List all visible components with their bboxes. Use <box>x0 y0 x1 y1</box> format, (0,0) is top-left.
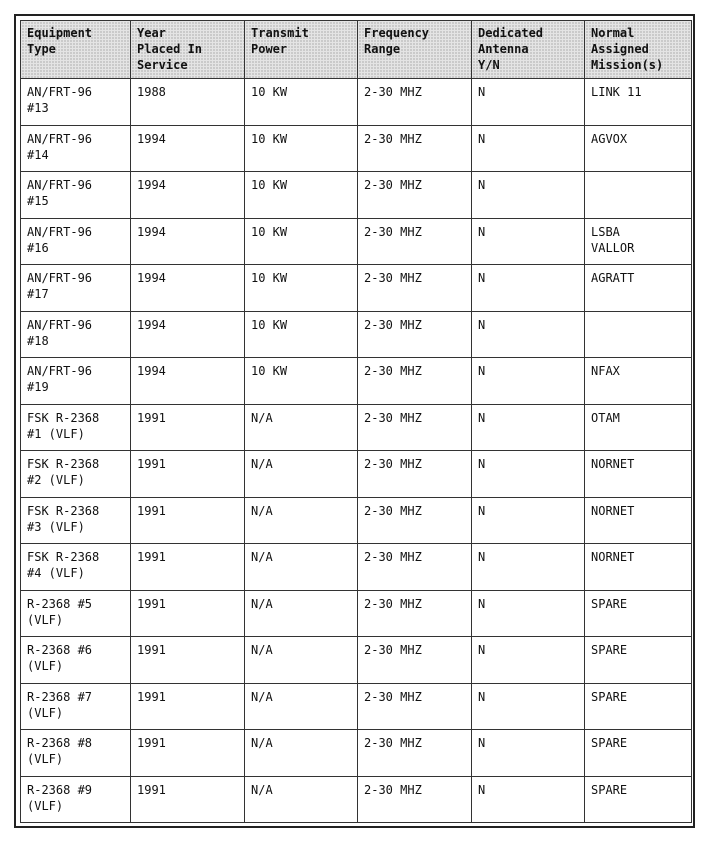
cell-antenna: N <box>472 776 585 823</box>
cell-power: 10 KW <box>245 125 358 172</box>
cell-equipment-type <box>21 311 131 358</box>
cell-power: N/A <box>245 637 358 684</box>
table-row <box>21 218 692 265</box>
cell-equipment-type <box>21 125 131 172</box>
cell-year: 1991 <box>131 451 245 498</box>
cell-antenna: N <box>472 637 585 684</box>
cell-equipment-type <box>21 637 131 684</box>
cell-mission-line: NORNET <box>591 550 635 564</box>
cell-year: 1994 <box>131 311 245 358</box>
cell-antenna: N <box>472 265 585 312</box>
table-row <box>21 590 692 637</box>
header-line: Equipment <box>27 26 93 40</box>
cell-antenna: N <box>472 172 585 219</box>
cell-year: 1991 <box>131 404 245 451</box>
cell-power: N/A <box>245 683 358 730</box>
header-line: Frequency <box>364 26 430 40</box>
cell-equipment-type <box>21 79 131 126</box>
cell-antenna: N <box>472 311 585 358</box>
table-row <box>21 358 692 405</box>
header-line: Range <box>364 42 401 56</box>
cell-range: 2-30 MHZ <box>358 218 472 265</box>
cell-power: 10 KW <box>245 218 358 265</box>
cell-year: 1991 <box>131 544 245 591</box>
cell-equipment-type-line: #13 <box>27 101 49 115</box>
cell-mission <box>585 776 692 823</box>
cell-mission <box>585 730 692 777</box>
cell-equipment-type-line: AN/FRT-96 <box>27 317 93 332</box>
cell-mission <box>585 497 692 544</box>
cell-range: 2-30 MHZ <box>358 404 472 451</box>
cell-year: 1994 <box>131 125 245 172</box>
cell-equipment-type-line: FSK R-2368 <box>27 410 100 425</box>
cell-antenna: N <box>472 544 585 591</box>
cell-equipment-type-line: #14 <box>27 147 49 162</box>
cell-mission <box>585 590 692 637</box>
cell-equipment-type <box>21 218 131 265</box>
cell-year: 1991 <box>131 776 245 823</box>
cell-equipment-type-line: #18 <box>27 333 49 348</box>
cell-range: 2-30 MHZ <box>358 358 472 405</box>
cell-year: 1994 <box>131 172 245 219</box>
header-line: Service <box>137 58 188 72</box>
cell-mission-line: NORNET <box>591 503 635 518</box>
cell-equipment-type-line: AN/FRT-96 <box>27 271 93 285</box>
cell-equipment-type-line: AN/FRT-96 <box>27 364 93 378</box>
cell-year: 1994 <box>131 358 245 405</box>
cell-range: 2-30 MHZ <box>358 265 472 312</box>
cell-power: 10 KW <box>245 358 358 405</box>
table-row <box>21 683 692 730</box>
cell-mission <box>585 311 692 358</box>
cell-year: 1991 <box>131 637 245 684</box>
header-equipment-type <box>21 21 131 79</box>
cell-mission-line: OTAM <box>591 410 620 425</box>
cell-range: 2-30 MHZ <box>358 683 472 730</box>
cell-mission-line: SPARE <box>591 689 628 704</box>
table-row <box>21 79 692 126</box>
cell-equipment-type-line: FSK R-2368 <box>27 457 100 471</box>
cell-power: N/A <box>245 404 358 451</box>
cell-equipment-type-line: (VLF) <box>27 798 64 813</box>
cell-mission <box>585 683 692 730</box>
cell-range: 2-30 MHZ <box>358 637 472 684</box>
cell-range: 2-30 MHZ <box>358 172 472 219</box>
cell-equipment-type-line: #17 <box>27 287 49 301</box>
header-dedicated-antenna <box>472 21 585 79</box>
header-line: Placed In <box>137 42 203 56</box>
table-row <box>21 497 692 544</box>
cell-equipment-type-line: R-2368 #5 <box>27 596 93 611</box>
header-line: Normal <box>591 26 635 40</box>
cell-mission <box>585 404 692 451</box>
cell-equipment-type <box>21 172 131 219</box>
cell-range: 2-30 MHZ <box>358 125 472 172</box>
cell-power: 10 KW <box>245 265 358 312</box>
cell-antenna: N <box>472 404 585 451</box>
cell-equipment-type <box>21 265 131 312</box>
cell-year: 1991 <box>131 730 245 777</box>
cell-power: N/A <box>245 544 358 591</box>
cell-range: 2-30 MHZ <box>358 79 472 126</box>
cell-equipment-type-line: #16 <box>27 240 49 255</box>
cell-antenna: N <box>472 683 585 730</box>
header-frequency-range <box>358 21 472 79</box>
cell-power: 10 KW <box>245 79 358 126</box>
cell-equipment-type-line: R-2368 #9 <box>27 782 93 797</box>
cell-equipment-type-line: (VLF) <box>27 659 64 673</box>
cell-equipment-type-line: FSK R-2368 <box>27 550 100 564</box>
cell-antenna: N <box>472 358 585 405</box>
header-line: Transmit <box>251 26 309 40</box>
cell-antenna: N <box>472 79 585 126</box>
table-row <box>21 311 692 358</box>
cell-equipment-type-line: FSK R-2368 <box>27 503 100 518</box>
cell-power: 10 KW <box>245 172 358 219</box>
header-year-placed <box>131 21 245 79</box>
cell-equipment-type-line: AN/FRT-96 <box>27 178 93 192</box>
cell-equipment-type-line: AN/FRT-96 <box>27 131 93 146</box>
cell-power: N/A <box>245 451 358 498</box>
cell-year: 1994 <box>131 265 245 312</box>
cell-equipment-type-line: #4 (VLF) <box>27 566 85 580</box>
header-row <box>21 21 692 79</box>
cell-mission-line: NORNET <box>591 457 635 471</box>
cell-year: 1988 <box>131 79 245 126</box>
header-assigned-mission <box>585 21 692 79</box>
table-row <box>21 125 692 172</box>
cell-equipment-type-line: R-2368 #7 <box>27 689 93 704</box>
cell-range: 2-30 MHZ <box>358 730 472 777</box>
cell-equipment-type-line: (VLF) <box>27 612 64 627</box>
cell-equipment-type <box>21 776 131 823</box>
cell-mission <box>585 544 692 591</box>
header-line: Assigned <box>591 42 649 56</box>
cell-equipment-type-line: R-2368 #6 <box>27 643 93 657</box>
cell-range: 2-30 MHZ <box>358 311 472 358</box>
table-row <box>21 451 692 498</box>
cell-year: 1991 <box>131 683 245 730</box>
cell-mission-line: AGRATT <box>591 271 635 285</box>
cell-antenna: N <box>472 730 585 777</box>
cell-mission-line: NFAX <box>591 364 620 378</box>
cell-year: 1991 <box>131 590 245 637</box>
cell-equipment-type <box>21 404 131 451</box>
cell-mission-line: VALLOR <box>591 240 635 255</box>
cell-equipment-type-line: #1 (VLF) <box>27 426 85 441</box>
cell-mission <box>585 358 692 405</box>
table-row <box>21 544 692 591</box>
cell-equipment-type-line: (VLF) <box>27 705 64 720</box>
cell-range: 2-30 MHZ <box>358 590 472 637</box>
cell-antenna: N <box>472 451 585 498</box>
table-row <box>21 404 692 451</box>
cell-equipment-type-line: #3 (VLF) <box>27 519 85 534</box>
cell-equipment-type <box>21 590 131 637</box>
cell-mission-line: LINK 11 <box>591 85 642 99</box>
cell-antenna: N <box>472 218 585 265</box>
header-line: Year <box>137 26 166 40</box>
header-transmit-power <box>245 21 358 79</box>
cell-equipment-type <box>21 497 131 544</box>
cell-power: N/A <box>245 497 358 544</box>
cell-mission-line: SPARE <box>591 643 628 657</box>
cell-equipment-type <box>21 451 131 498</box>
cell-mission <box>585 79 692 126</box>
cell-antenna: N <box>472 497 585 544</box>
cell-mission <box>585 637 692 684</box>
cell-mission-line: SPARE <box>591 736 628 750</box>
cell-power: N/A <box>245 730 358 777</box>
cell-mission <box>585 265 692 312</box>
cell-equipment-type-line: #2 (VLF) <box>27 473 85 487</box>
table-row <box>21 776 692 823</box>
cell-equipment-type-line: R-2368 #8 <box>27 736 93 750</box>
cell-equipment-type <box>21 544 131 591</box>
table-row <box>21 637 692 684</box>
cell-antenna: N <box>472 125 585 172</box>
cell-power: N/A <box>245 590 358 637</box>
cell-mission <box>585 451 692 498</box>
cell-range: 2-30 MHZ <box>358 497 472 544</box>
cell-range: 2-30 MHZ <box>358 451 472 498</box>
cell-equipment-type <box>21 358 131 405</box>
cell-mission <box>585 125 692 172</box>
header-line: Power <box>251 42 288 56</box>
cell-year: 1991 <box>131 497 245 544</box>
cell-equipment-type <box>21 683 131 730</box>
table-row <box>21 172 692 219</box>
table-row <box>21 730 692 777</box>
cell-equipment-type-line: AN/FRT-96 <box>27 85 93 99</box>
cell-mission-line: LSBA <box>591 224 620 239</box>
cell-mission-line: AGVOX <box>591 131 628 146</box>
cell-range: 2-30 MHZ <box>358 544 472 591</box>
header-line: Mission(s) <box>591 58 664 72</box>
table-header <box>21 21 692 79</box>
cell-equipment-type <box>21 730 131 777</box>
header-line: Type <box>27 42 56 56</box>
table-body <box>21 79 692 823</box>
header-line: Dedicated <box>478 26 544 40</box>
cell-year: 1994 <box>131 218 245 265</box>
header-line: Antenna <box>478 42 529 56</box>
cell-equipment-type-line: (VLF) <box>27 752 64 766</box>
cell-equipment-type-line: #15 <box>27 194 49 208</box>
cell-mission-line: SPARE <box>591 782 628 797</box>
cell-antenna: N <box>472 590 585 637</box>
cell-power: 10 KW <box>245 311 358 358</box>
cell-mission-line: SPARE <box>591 596 628 611</box>
cell-range: 2-30 MHZ <box>358 776 472 823</box>
cell-mission <box>585 172 692 219</box>
cell-power: N/A <box>245 776 358 823</box>
cell-equipment-type-line: AN/FRT-96 <box>27 224 93 239</box>
cell-equipment-type-line: #19 <box>27 380 49 394</box>
table-row <box>21 265 692 312</box>
header-line: Y/N <box>478 58 500 72</box>
equipment-table <box>20 20 692 823</box>
cell-mission <box>585 218 692 265</box>
